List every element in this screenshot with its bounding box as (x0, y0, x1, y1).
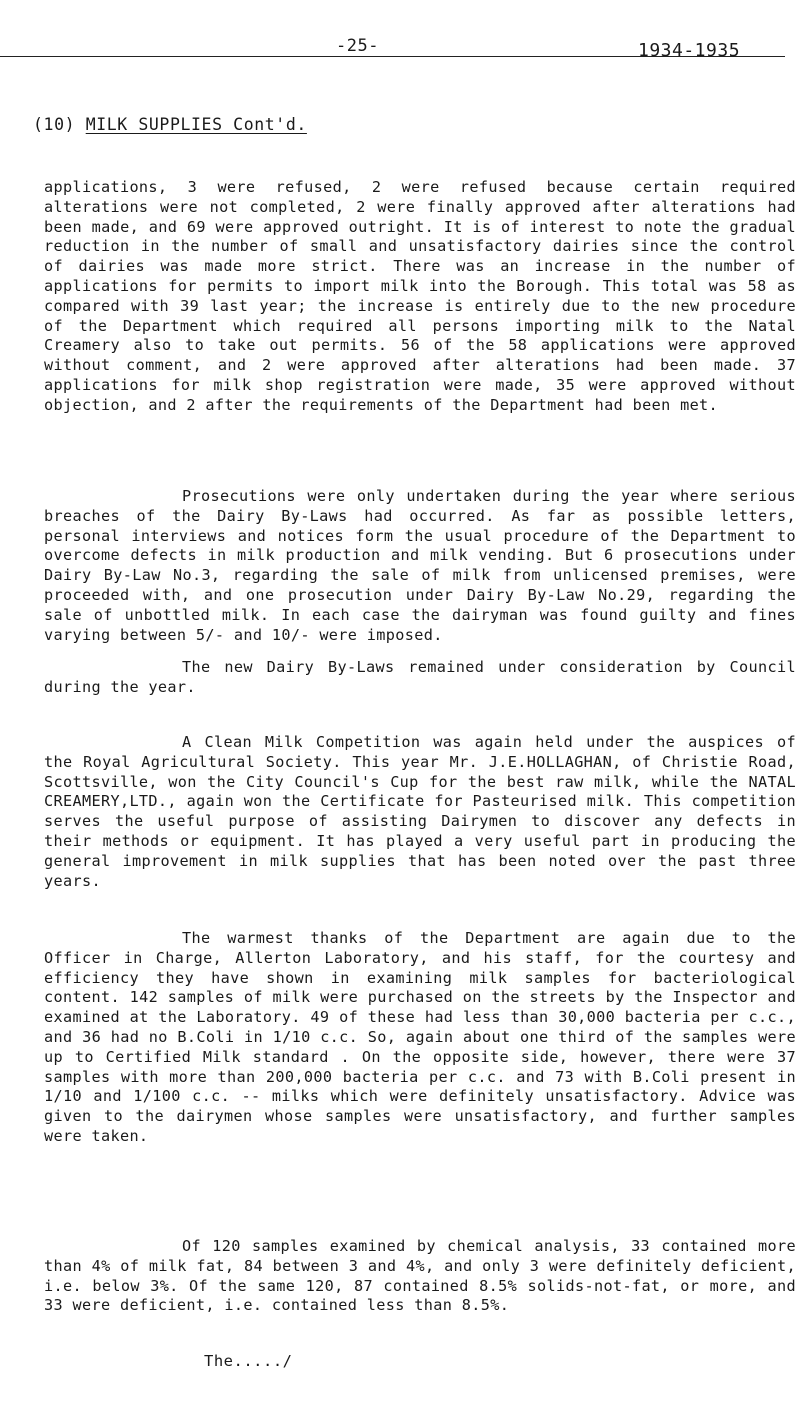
section-heading (33, 115, 307, 134)
continuation-marker: The...../ (204, 1352, 293, 1370)
page-number: -25- (336, 36, 379, 56)
header-rule (0, 56, 785, 57)
year-range: 1934-1935 (638, 40, 741, 61)
section-number: (10) (33, 115, 76, 134)
paragraph-text: applications, 3 were refused, 2 were refused because certain required alterations were not completed, 2 were finally approved after alterations had been made, and 69 were approved outright. It is of interest to note the gradual reduction in the number of small and unsatisfactory dairies since the control of dairies was made more strict. There was an increase in the number of applications for permits to import milk into the Borough. This total was 58 as compared with 39 last year; the increase is entirely due to the new procedure of the Department which required all persons importing milk to the Natal Creamery also to take out permits. 56 of the 58 applications were approved without comment, and 2 were approved after alterations had been made. 37 applications for milk shop registration were made, 35 were approved without objection, and 2 after the requirements of the Department had been met. (44, 178, 796, 414)
paragraph-text: The warmest thanks of the Department are again due to the Officer in Charge, Allerton Laboratory, and his staff, for the courtesy and efficiency they have shown in examining milk samples for bacteriological content. 142 samples of milk were purchased on the streets by the Inspector and examined at the Laboratory. 49 of these had less than 30,000 bacteria per c.c., and 36 had no B.Coli in 1/10 c.c. So, again about one third of the samples were up to Certified Milk standard . On the opposite side, however, there were 37 samples with more than 200,000 bacteria per c.c. and 73 with B.Coli present in 1/10 and 1/100 c.c. -- milks which were definitely unsatisfactory. Advice was given to the dairymen whose samples were unsatisfactory, and further samples were taken. (44, 929, 796, 1145)
paragraph-text: A Clean Milk Competition was again held under the auspices of the Royal Agricultural Society. This year Mr. J.E.HOLLAGHAN, of Christie Road, Scottsville, won the City Council's Cup for the best raw milk, while the NATAL CREAMERY,LTD., again won the Certificate for Pasteurised milk. This competition serves the useful purpose of assisting Dairymen to discover any defects in their methods or equipment. It has played a very useful part in producing the general improvement in milk supplies that has been noted over the past three years. (44, 733, 796, 890)
paragraph-text: Prosecutions were only undertaken during the year where serious breaches of the Dairy By-Laws had occurred. As far as possible letters, personal interviews and notices form the usual procedure of the Department to overcome defects in milk production and milk vending. But 6 prosecutions under Dairy By-Law No.3, regarding the sale of milk from unlicensed premises, were proceeded with, and one prosecution under Dairy By-Law No.29, regarding the sale of unbottled milk. In each case the dairyman was found guilty and fines varying between 5/- and 10/- were imposed. (44, 487, 796, 644)
paragraph-competition (44, 733, 796, 891)
paragraph-bylaws (44, 658, 796, 698)
paragraph-chemical (44, 1237, 796, 1316)
paragraph-text: Of 120 samples examined by chemical analysis, 33 contained more than 4% of milk fat, 84 between 3 and 4%, and only 3 were definitely deficient, i.e. below 3%. Of the same 120, 87 contained 8.5% solids-not-fat, or more, and 33 were deficient, i.e. contained less than 8.5%. (44, 1237, 796, 1315)
paragraph-permits (44, 178, 796, 416)
paragraph-laboratory (44, 929, 796, 1147)
paragraph-prosecutions (44, 487, 796, 645)
section-title: MILK SUPPLIES Cont'd. (85, 115, 307, 134)
paragraph-text: The new Dairy By-Laws remained under consideration by Council during the year. (44, 658, 796, 696)
